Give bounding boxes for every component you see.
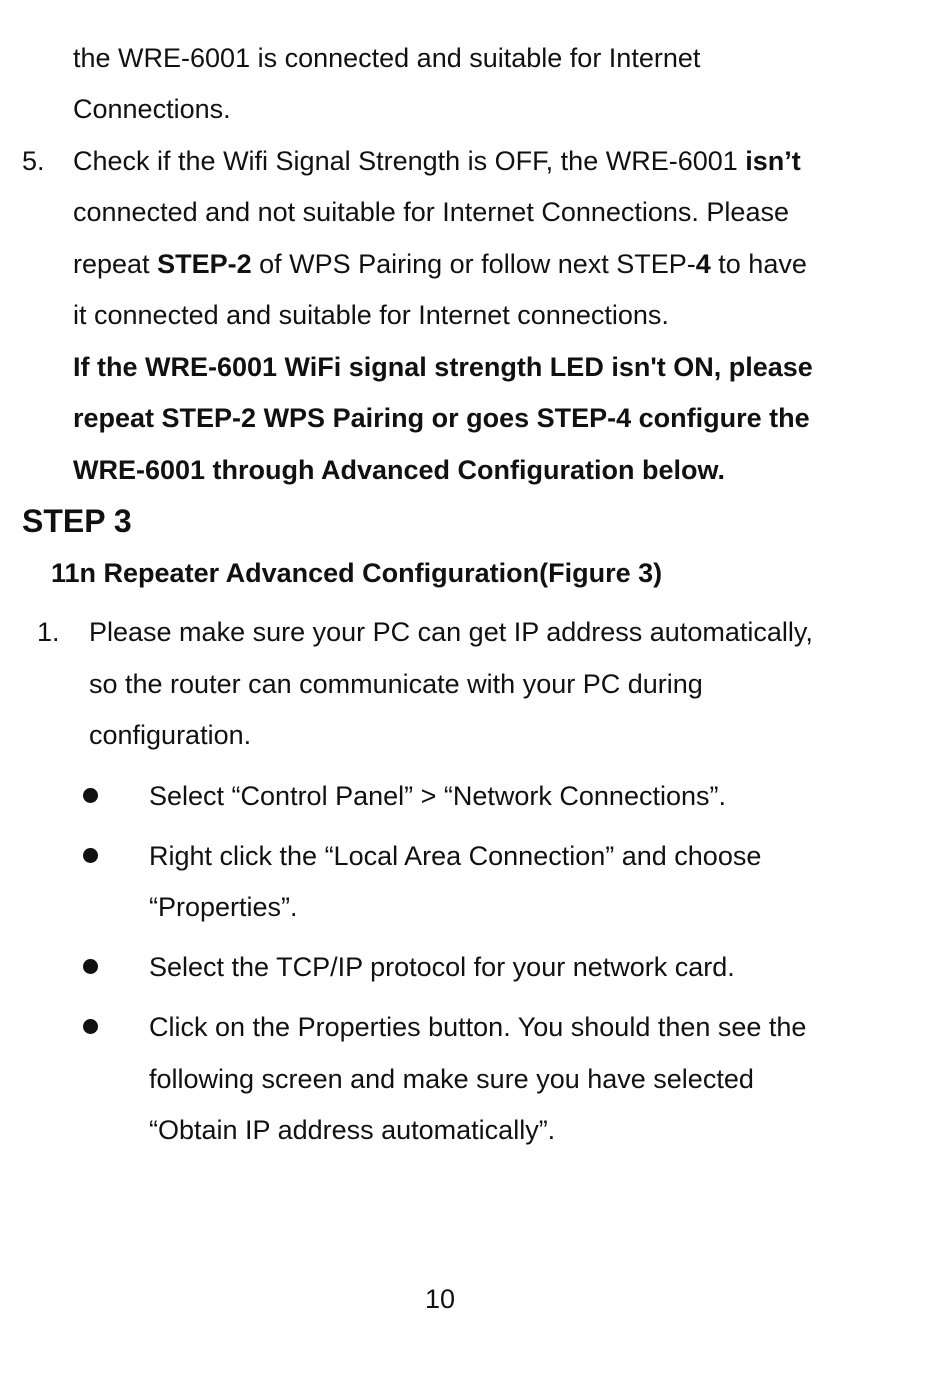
bullet-1-line-1: Select “Control Panel” > “Network Connections”. — [149, 781, 726, 811]
step-3-subheading: 11n Repeater Advanced Configuration(Figure 3) — [51, 558, 663, 588]
step-3-item-1-number: 1. — [37, 617, 60, 647]
bullet-4-line-2: following screen and make sure you have selected — [149, 1064, 754, 1094]
bullet-dot-icon — [83, 788, 98, 803]
step-3-item-1-line-1: Please make sure your PC can get IP address automatically, — [89, 617, 813, 647]
bullet-2-line-1: Right click the “Local Area Connection” and choose — [149, 841, 762, 871]
item-5-step-2: STEP-2 — [157, 249, 252, 279]
bullet-dot-icon — [83, 959, 98, 974]
bullet-2-line-2: “Properties”. — [149, 892, 298, 922]
continuation-line-2: Connections. — [73, 94, 231, 124]
note-line-2: repeat STEP-2 WPS Pairing or goes STEP-4 configure the — [73, 403, 810, 433]
item-5-line-1 — [73, 144, 801, 178]
step-3-item-1-line-2: so the router can communicate with your PC during — [89, 669, 703, 699]
note-line-3: WRE-6001 through Advanced Configuration below. — [73, 455, 726, 485]
item-5-line-4: it connected and suitable for Internet connections. — [73, 300, 669, 330]
item-5-line-3-c: of WPS Pairing or follow next STEP- — [251, 249, 696, 279]
item-5-line-1-text: Check if the Wifi Signal Strength is OFF, the WRE-6001 — [73, 146, 746, 176]
bullet-dot-icon — [83, 848, 98, 863]
continuation-line-1: the WRE-6001 is connected and suitable for Internet — [73, 43, 701, 73]
item-5-number: 5. — [22, 146, 45, 176]
item-5-isnt: isn’t — [745, 146, 801, 176]
page-number: 10 — [424, 1284, 456, 1314]
bullet-4-line-1: Click on the Properties button. You should then see the — [149, 1012, 807, 1042]
bullet-3-line-1: Select the TCP/IP protocol for your network card. — [149, 952, 735, 982]
step-3-item-1-line-3: configuration. — [89, 720, 252, 750]
item-5-line-3-a: repeat — [73, 249, 158, 279]
item-5-line-2: connected and not suitable for Internet Connections. Please — [73, 197, 789, 227]
item-5-step-4-number: 4 — [695, 249, 711, 279]
note-line-1: If the WRE-6001 WiFi signal strength LED isn't ON, please — [73, 352, 813, 382]
bullet-dot-icon — [83, 1019, 98, 1034]
item-5-line-3-e: to have — [710, 249, 807, 279]
item-5-line-3 — [73, 247, 807, 281]
bullet-4-line-3: “Obtain IP address automatically”. — [149, 1115, 556, 1145]
step-3-heading: STEP 3 — [22, 503, 132, 539]
